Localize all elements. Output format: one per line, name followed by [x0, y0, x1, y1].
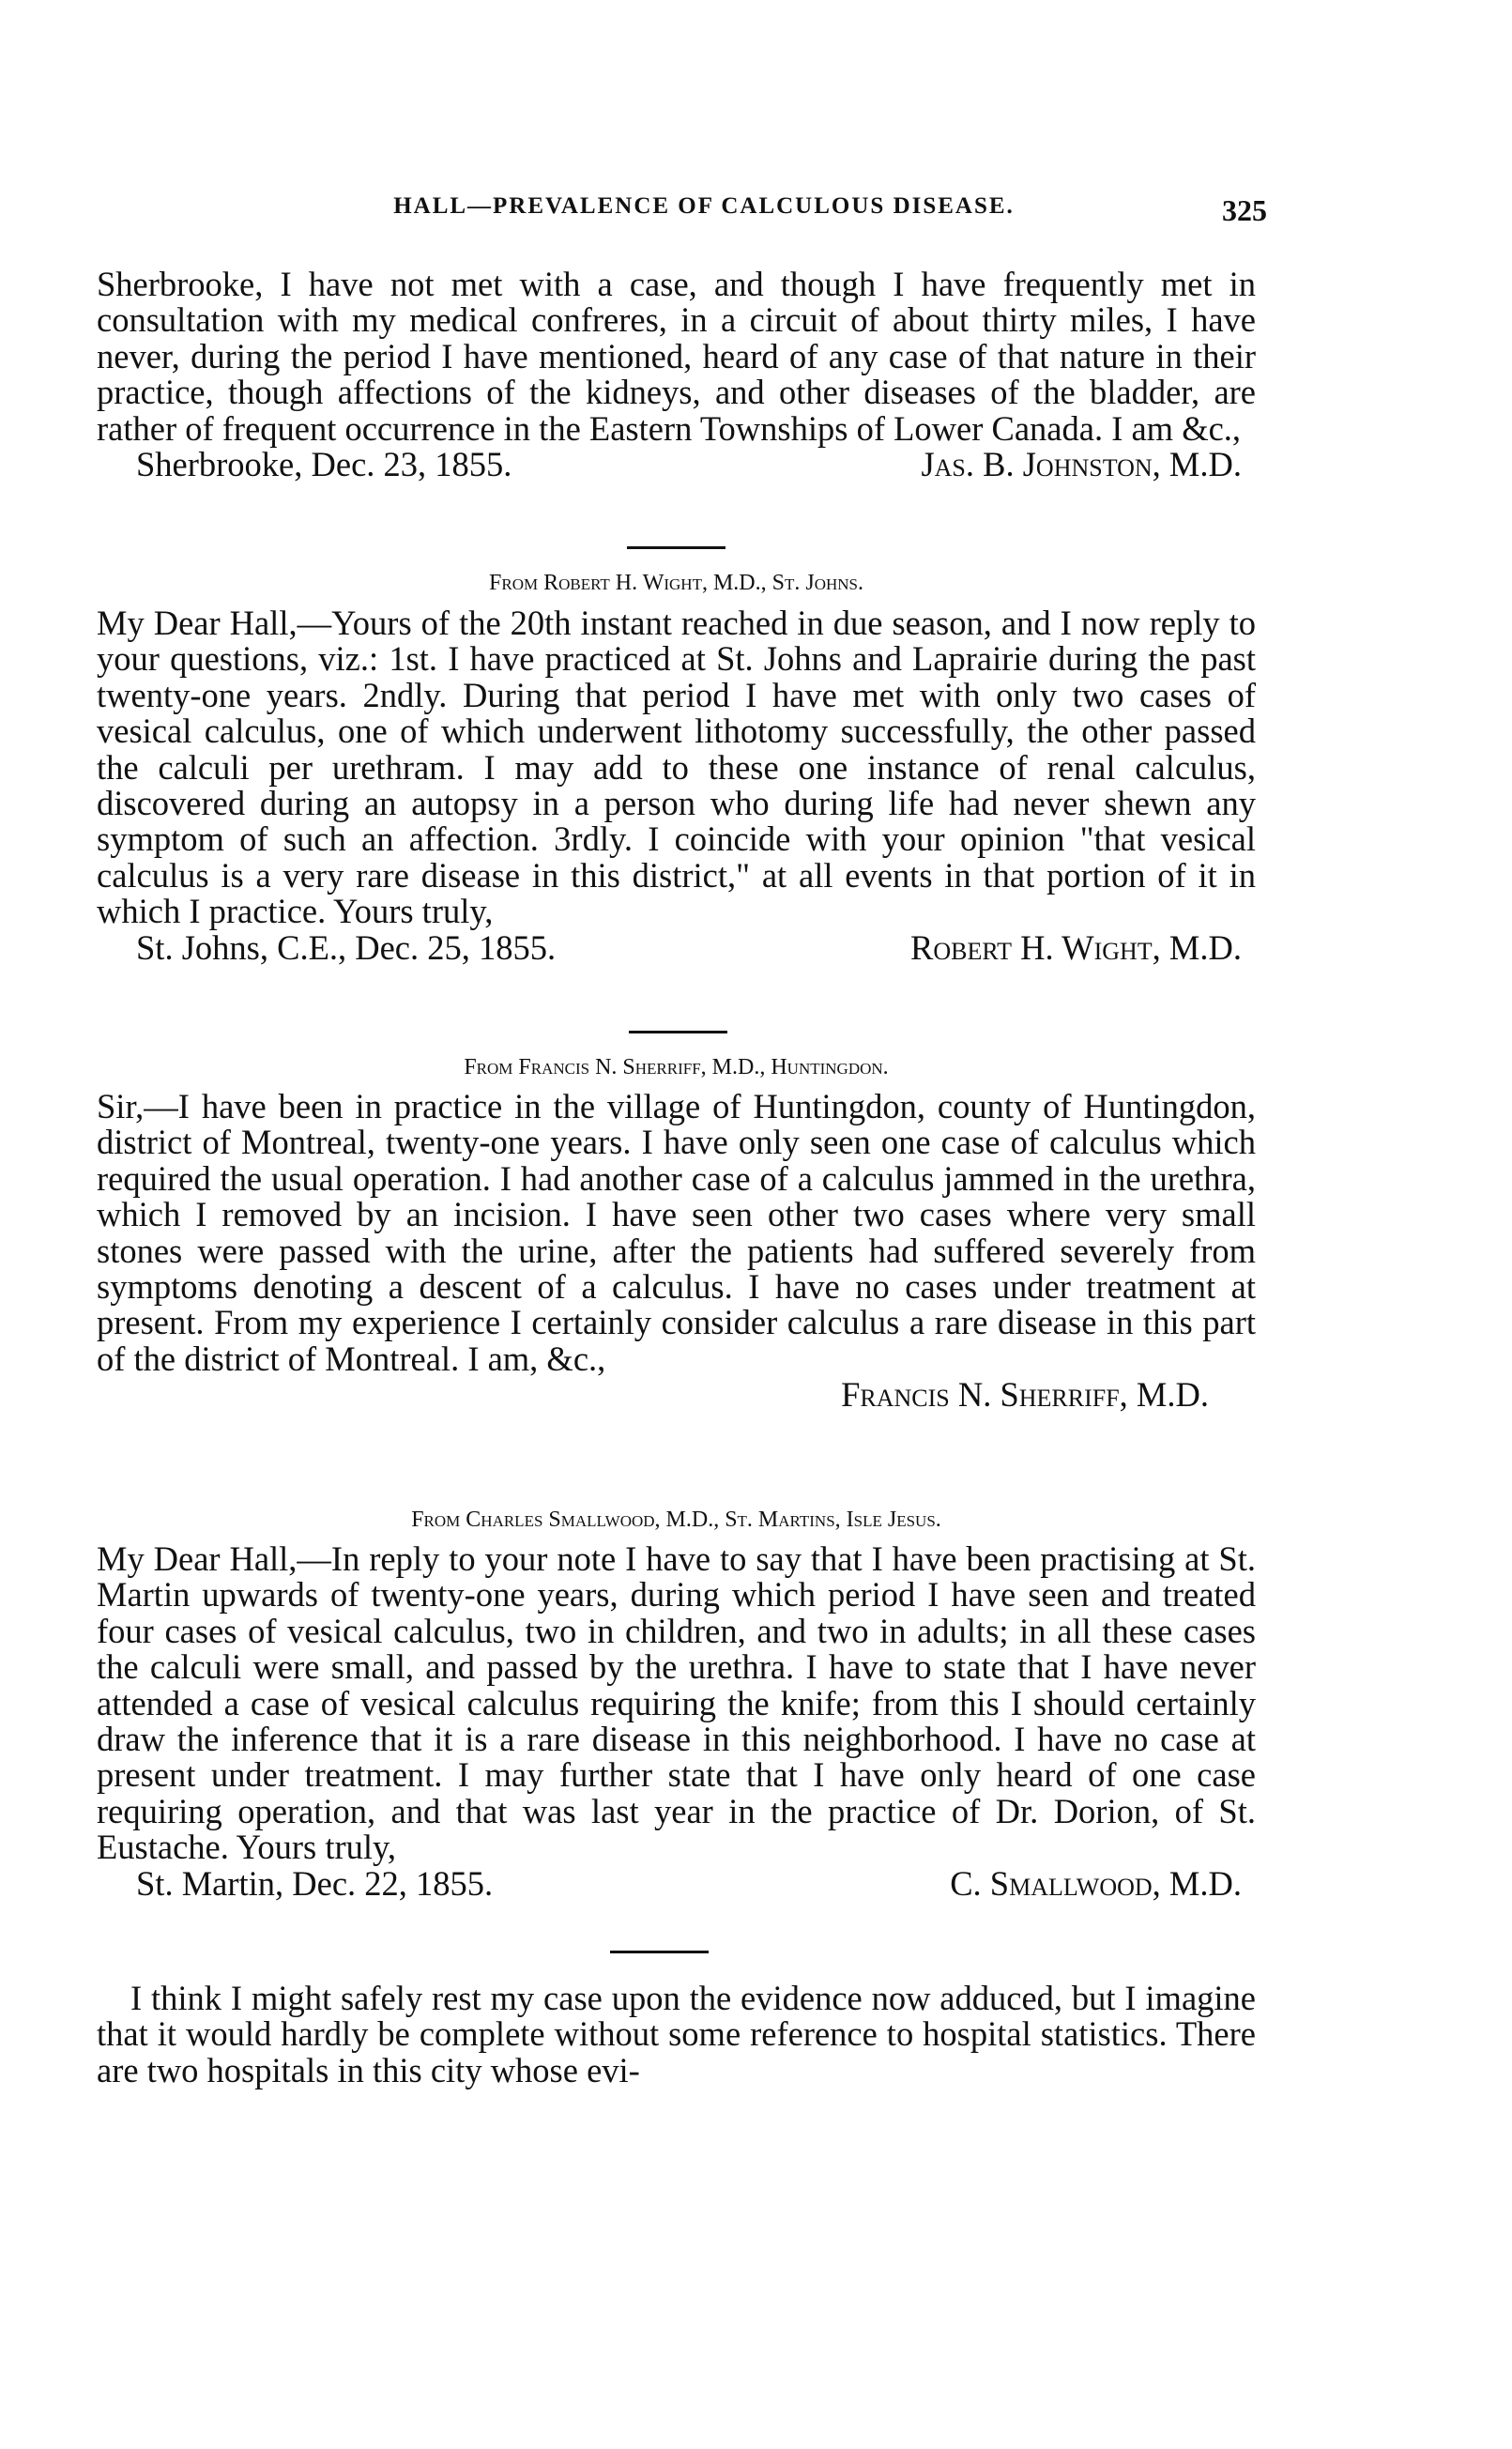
- letter-sherriff: [97, 1089, 1256, 1414]
- section-divider: [610, 1951, 709, 1953]
- closing-paragraph: [97, 1981, 1256, 2089]
- place-date: St. Martin, Dec. 22, 1855.: [136, 1865, 494, 1903]
- letter-body: My Dear Hall,—Yours of the 20th instant reached in due season, and I now reply to your questions, viz.: 1st. I have practiced at St. Johns and Laprairie during the past twenty-one years. 2ndly. During that period I have met with only two cases of vesical calculus, one of which underwent lithotomy successfully, the other passed the calculi per urethram. I may add to these one instance of renal calculus, discovered during an autopsy in a person who during life had never shewn any symptom of such an affection. 3rdly. I coincide with your opinion "that vesical calculus is a very rare disease in this district," at all events in that portion of it in which I practice. Yours truly,: [97, 604, 1256, 931]
- section-divider: [627, 546, 725, 549]
- letter-closing-line: [97, 930, 1256, 966]
- place-date: St. Johns, C.E., Dec. 25, 1855.: [136, 929, 557, 967]
- letter-closing-line: [97, 447, 1256, 482]
- page-number: 325: [1222, 193, 1267, 227]
- letter-smallwood: [97, 1541, 1256, 1902]
- signature: C. Smallwood, M.D.: [950, 1865, 1242, 1903]
- place-date: Sherbrooke, Dec. 23, 1855.: [136, 447, 512, 483]
- letter-body: My Dear Hall,—In reply to your note I have to say that I have been practising at St. Martin upwards of twenty-one years, during which period I have seen and treated four cases of vesical calculus, two in children, and two in adults; in all these cases the calculi were small, and passed by the urethra. I have to state that I have never attended a case of vesical calculus requiring the knife; from this I should certainly draw the inference that it is a rare disease in this neighborhood. I have no case at present under treatment. I may further state that I have only heard of one case requiring operation, and that was last year in the practice of Dr. Dorion, of St. Eustache. Yours truly,: [97, 1539, 1256, 1867]
- running-head-title: HALL—PREVALENCE OF CALCULOUS DISEASE.: [393, 193, 1015, 219]
- body-text: I think I might safely rest my case upon the evidence now adduced, but I imagine that it would hardly be complete without some reference to hospital statistics. There are two hospitals in this city whose evi-: [97, 1979, 1256, 2089]
- letter-johnston: [97, 267, 1256, 482]
- running-head: [328, 193, 1267, 231]
- signature: Robert H. Wight, M.D.: [910, 929, 1242, 967]
- letter-heading-wight: From Robert H. Wight, M.D., St. Johns.: [489, 571, 863, 595]
- letter-wight: [97, 605, 1256, 966]
- letter-closing-line: [97, 1866, 1256, 1902]
- letter-heading-sherriff: From Francis N. Sherriff, M.D., Huntingdon.: [464, 1055, 889, 1079]
- letter-heading-smallwood: From Charles Smallwood, M.D., St. Martins, Isle Jesus.: [411, 1508, 941, 1532]
- letter-body: Sir,—I have been in practice in the village of Huntingdon, county of Huntingdon, district of Montreal, twenty-one years. I have only seen one case of calculus which required the usual operation. I had another case of a calculus jammed in the urethra, which I removed by an incision. I have seen other two cases where very small stones were passed with the urine, after the patients had suffered severely from symptoms denoting a descent of a calculus. I have no cases under treatment at present. From my experience I certainly consider calculus a rare disease in this part of the district of Montreal. I am, &c.,: [97, 1087, 1256, 1378]
- section-divider: [629, 1031, 727, 1033]
- signature: Jas. B. Johnston, M.D.: [921, 447, 1242, 483]
- letter-body: Sherbrooke, I have not met with a case, and though I have frequently met in consultation with my medical confreres, in a circuit of about thirty miles, I have never, during the period I have mentioned, heard of any case of that nature in their practice, though affections of the kidneys, and other diseases of the bladder, are rather of frequent occurrence in the Eastern Townships of Lower Canada. I am &c.,: [97, 265, 1256, 448]
- signature: Francis N. Sherriff, M.D.: [841, 1375, 1209, 1415]
